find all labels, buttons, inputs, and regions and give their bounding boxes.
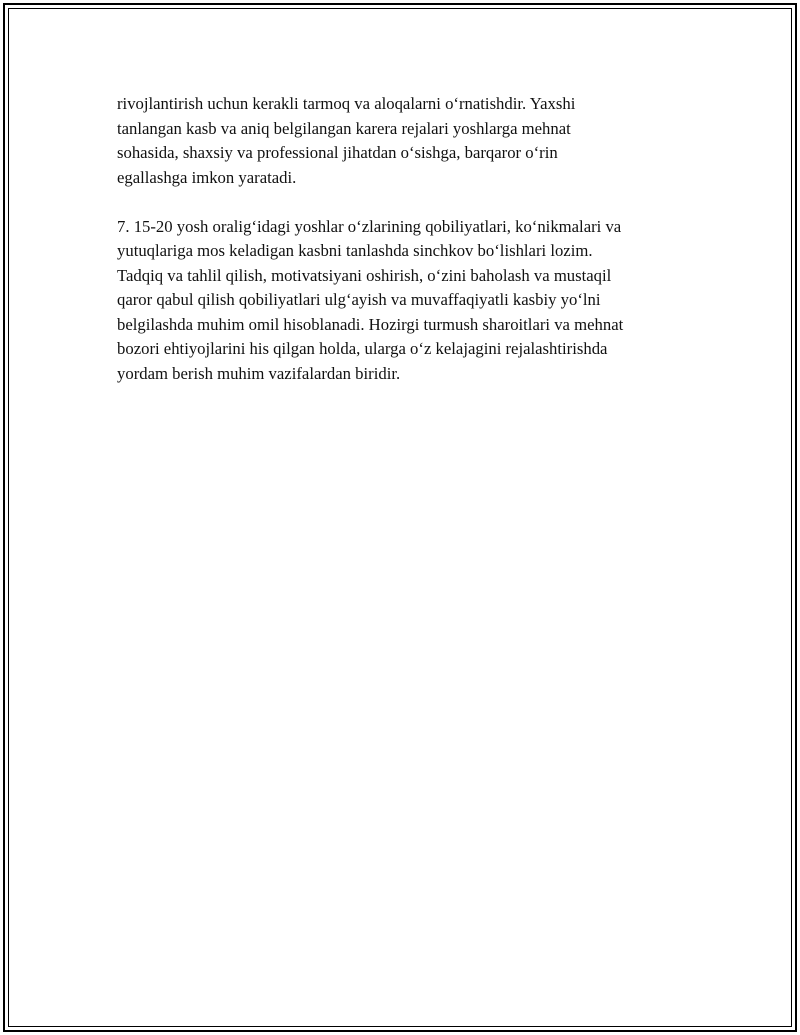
text-line: qaror qabul qilish qobiliyatlari ulgʻayish va muvaffaqiyatli kasbiy yoʻlni	[117, 290, 601, 309]
text-line: bozori ehtiyojlarini his qilgan holda, ularga oʻz kelajagini rejalashtirishda	[117, 339, 608, 358]
text-line: Tadqiq va tahlil qilish, motivatsiyani oshirish, oʻzini baholash va mustaqil	[117, 265, 612, 285]
text-line: egallashga imkon yaratadi.	[117, 167, 297, 187]
text-line: rivojlantirish uchun kerakli tarmoq va aloqalarni oʻrnatishdir. Yaxshi	[117, 94, 576, 113]
text-line: tanlangan kasb va aniq belgilangan karera rejalari yoshlarga mehnat	[117, 118, 571, 138]
text-line: sohasida, shaxsiy va professional jihatdan oʻsishga, barqaror oʻrin	[117, 143, 558, 162]
paragraph-1	[117, 92, 697, 190]
text-line: 7. 15-20 yosh oraligʻidagi yoshlar oʻzlarining qobiliyatlari, koʻnikmalari va	[117, 216, 622, 236]
text-line: yutuqlariga mos keladigan kasbni tanlashda sinchkov boʻlishlari lozim.	[117, 241, 593, 260]
paragraph-2	[117, 215, 697, 387]
text-line: belgilashda muhim omil hisoblanadi. Hozirgi turmush sharoitlari va mehnat	[117, 314, 624, 334]
text-line: yordam berish muhim vazifalardan biridir.	[117, 363, 401, 383]
document-body	[117, 92, 697, 411]
